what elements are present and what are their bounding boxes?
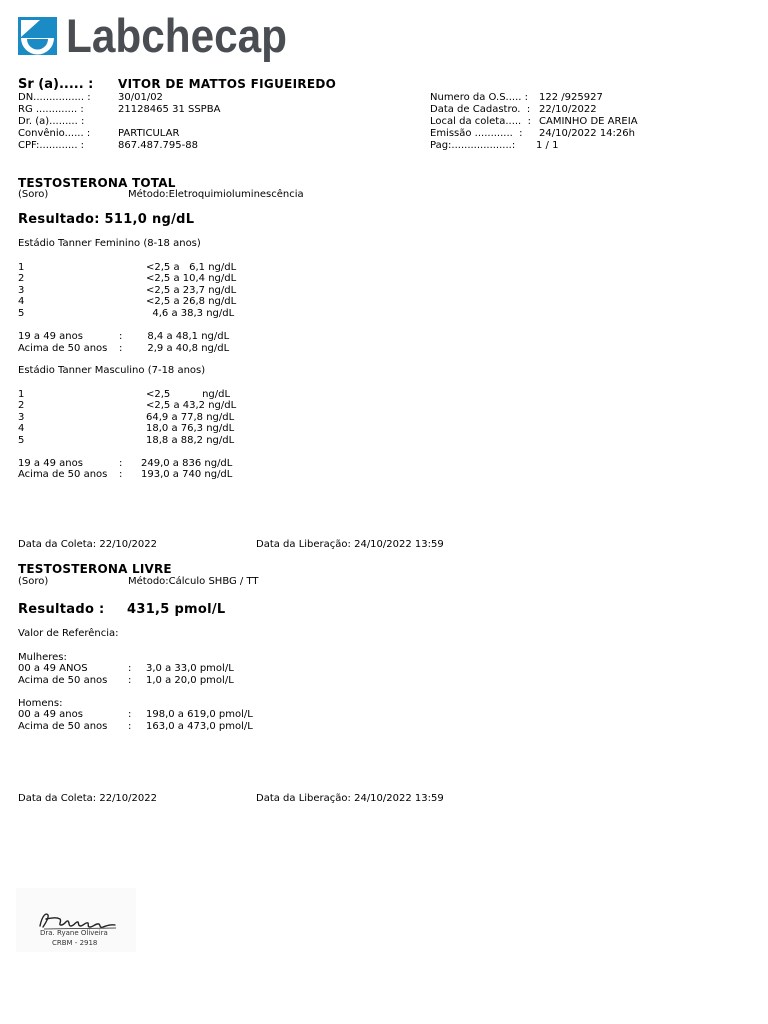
women-age-2: Acima de 50 anos [18,675,108,686]
exam1-result: Resultado: 511,0 ng/dL [18,212,195,227]
exam2-release-date: Data da Liberação: 24/10/2022 13:59 [256,793,444,804]
male-adult-range-1: 249,0 a 836 ng/dL [141,458,233,469]
signer-name: Dra. Ryane Oliveira [40,929,108,937]
female-adult-range-2: 2,9 a 40,8 ng/dL [141,343,230,354]
female-adult-age-1: 19 a 49 anos [18,331,83,342]
exam1-method: Método:Eletroquimioluminescência [128,189,304,200]
emission-value: 24/10/2022 14:26h [539,128,635,139]
male-stage-2: 2 [18,400,25,411]
male-adult-range-2: 193,0 a 740 ng/dL [141,469,233,480]
female-adult-sep-1: : [119,331,123,342]
female-stage-5: 5 [18,308,25,319]
labchecap-logo-text: Labchecap [66,9,287,62]
women-age-1: 00 a 49 ANOS [18,663,88,674]
male-stage-3: 3 [18,412,25,423]
registration-date-label: Data de Cadastro. : [430,104,531,115]
male-adult-sep-1: : [119,458,123,469]
men-sep-2: : [128,721,132,732]
page-value: 1 / 1 [536,140,559,151]
men-range-2: 163,0 a 473,0 pmol/L [146,721,253,732]
exam2-title: TESTOSTERONA LIVRE [18,562,172,576]
male-range-2: <2,5 a 43,2 ng/dL [146,400,237,411]
female-adult-sep-2: : [119,343,123,354]
cpf-value: 867.487.795-88 [118,140,198,151]
male-tanner-header: Estádio Tanner Masculino (7-18 anos) [18,365,206,376]
female-tanner-header: Estádio Tanner Feminino (8-18 anos) [18,238,201,249]
signature-block [16,888,136,952]
registration-date-value: 22/10/2022 [539,104,597,115]
male-stage-4: 4 [18,423,25,434]
men-sep-1: : [128,709,132,720]
reference-label: Valor de Referência: [18,628,119,639]
os-number-value: 122 /925927 [539,92,603,103]
female-range-1: <2,5 a 6,1 ng/dL [146,262,237,273]
exam1-sample: (Soro) [18,189,49,200]
exam2-collection-date: Data da Coleta: 22/10/2022 [18,793,157,804]
patient-name: VITOR DE MATTOS FIGUEIREDO [118,77,337,91]
men-range-1: 198,0 a 619,0 pmol/L [146,709,253,720]
exam2-method: Método:Cálculo SHBG / TT [128,576,259,587]
exam2-result-label: Resultado : [18,602,105,617]
page-label: Pag:...................: [430,140,516,151]
women-range-2: 1,0 a 20,0 pmol/L [146,675,234,686]
women-sep-1: : [128,663,132,674]
exam2-sample: (Soro) [18,576,49,587]
convenio-value: PARTICULAR [118,128,180,139]
exam1-release-date: Data da Liberação: 24/10/2022 13:59 [256,539,444,550]
salutation-label: Sr (a)..... : [18,77,94,92]
male-adult-age-1: 19 a 49 anos [18,458,83,469]
female-stage-2: 2 [18,273,25,284]
doctor-label: Dr. (a)......... : [18,116,85,127]
women-sep-2: : [128,675,132,686]
female-stage-3: 3 [18,285,25,296]
female-range-5: 4,6 a 38,3 ng/dL [146,308,235,319]
female-range-3: <2,5 a 23,7 ng/dL [146,285,237,296]
male-adult-age-2: Acima de 50 anos [18,469,108,480]
exam2-result-value: 431,5 pmol/L [127,602,226,617]
os-number-label: Numero da O.S..... : [430,92,528,103]
collection-place-value: CAMINHO DE AREIA [539,116,638,127]
female-range-4: <2,5 a 26,8 ng/dL [146,296,237,307]
labchecap-logo-icon [18,17,57,55]
dn-label: DN................ : [18,92,91,103]
female-stage-4: 4 [18,296,25,307]
male-range-3: 64,9 a 77,8 ng/dL [146,412,235,423]
male-stage-1: 1 [18,389,25,400]
exam1-collection-date: Data da Coleta: 22/10/2022 [18,539,157,550]
men-age-1: 00 a 49 anos [18,709,83,720]
female-adult-age-2: Acima de 50 anos [18,343,108,354]
male-range-1: <2,5 ng/dL [146,389,231,400]
male-stage-5: 5 [18,435,25,446]
male-range-4: 18,0 a 76,3 ng/dL [146,423,235,434]
women-range-1: 3,0 a 33,0 pmol/L [146,663,234,674]
rg-label: RG ............. : [18,104,84,115]
exam1-title: TESTOSTERONA TOTAL [18,176,176,190]
rg-value: 21128465 31 SSPBA [118,104,221,115]
female-adult-range-1: 8,4 a 48,1 ng/dL [141,331,230,342]
men-label: Homens: [18,698,63,709]
male-range-5: 18,8 a 88,2 ng/dL [146,435,235,446]
convenio-label: Convênio...... : [18,128,91,139]
dn-value: 30/01/02 [118,92,163,103]
female-range-2: <2,5 a 10,4 ng/dL [146,273,237,284]
collection-place-label: Local da coleta..... : [430,116,531,127]
men-age-2: Acima de 50 anos [18,721,108,732]
female-stage-1: 1 [18,262,25,273]
signer-registry: CRBM - 2918 [52,939,98,947]
male-adult-sep-2: : [119,469,123,480]
emission-label: Emissão ............ : [430,128,523,139]
women-label: Mulheres: [18,652,67,663]
cpf-label: CPF:............ : [18,140,85,151]
